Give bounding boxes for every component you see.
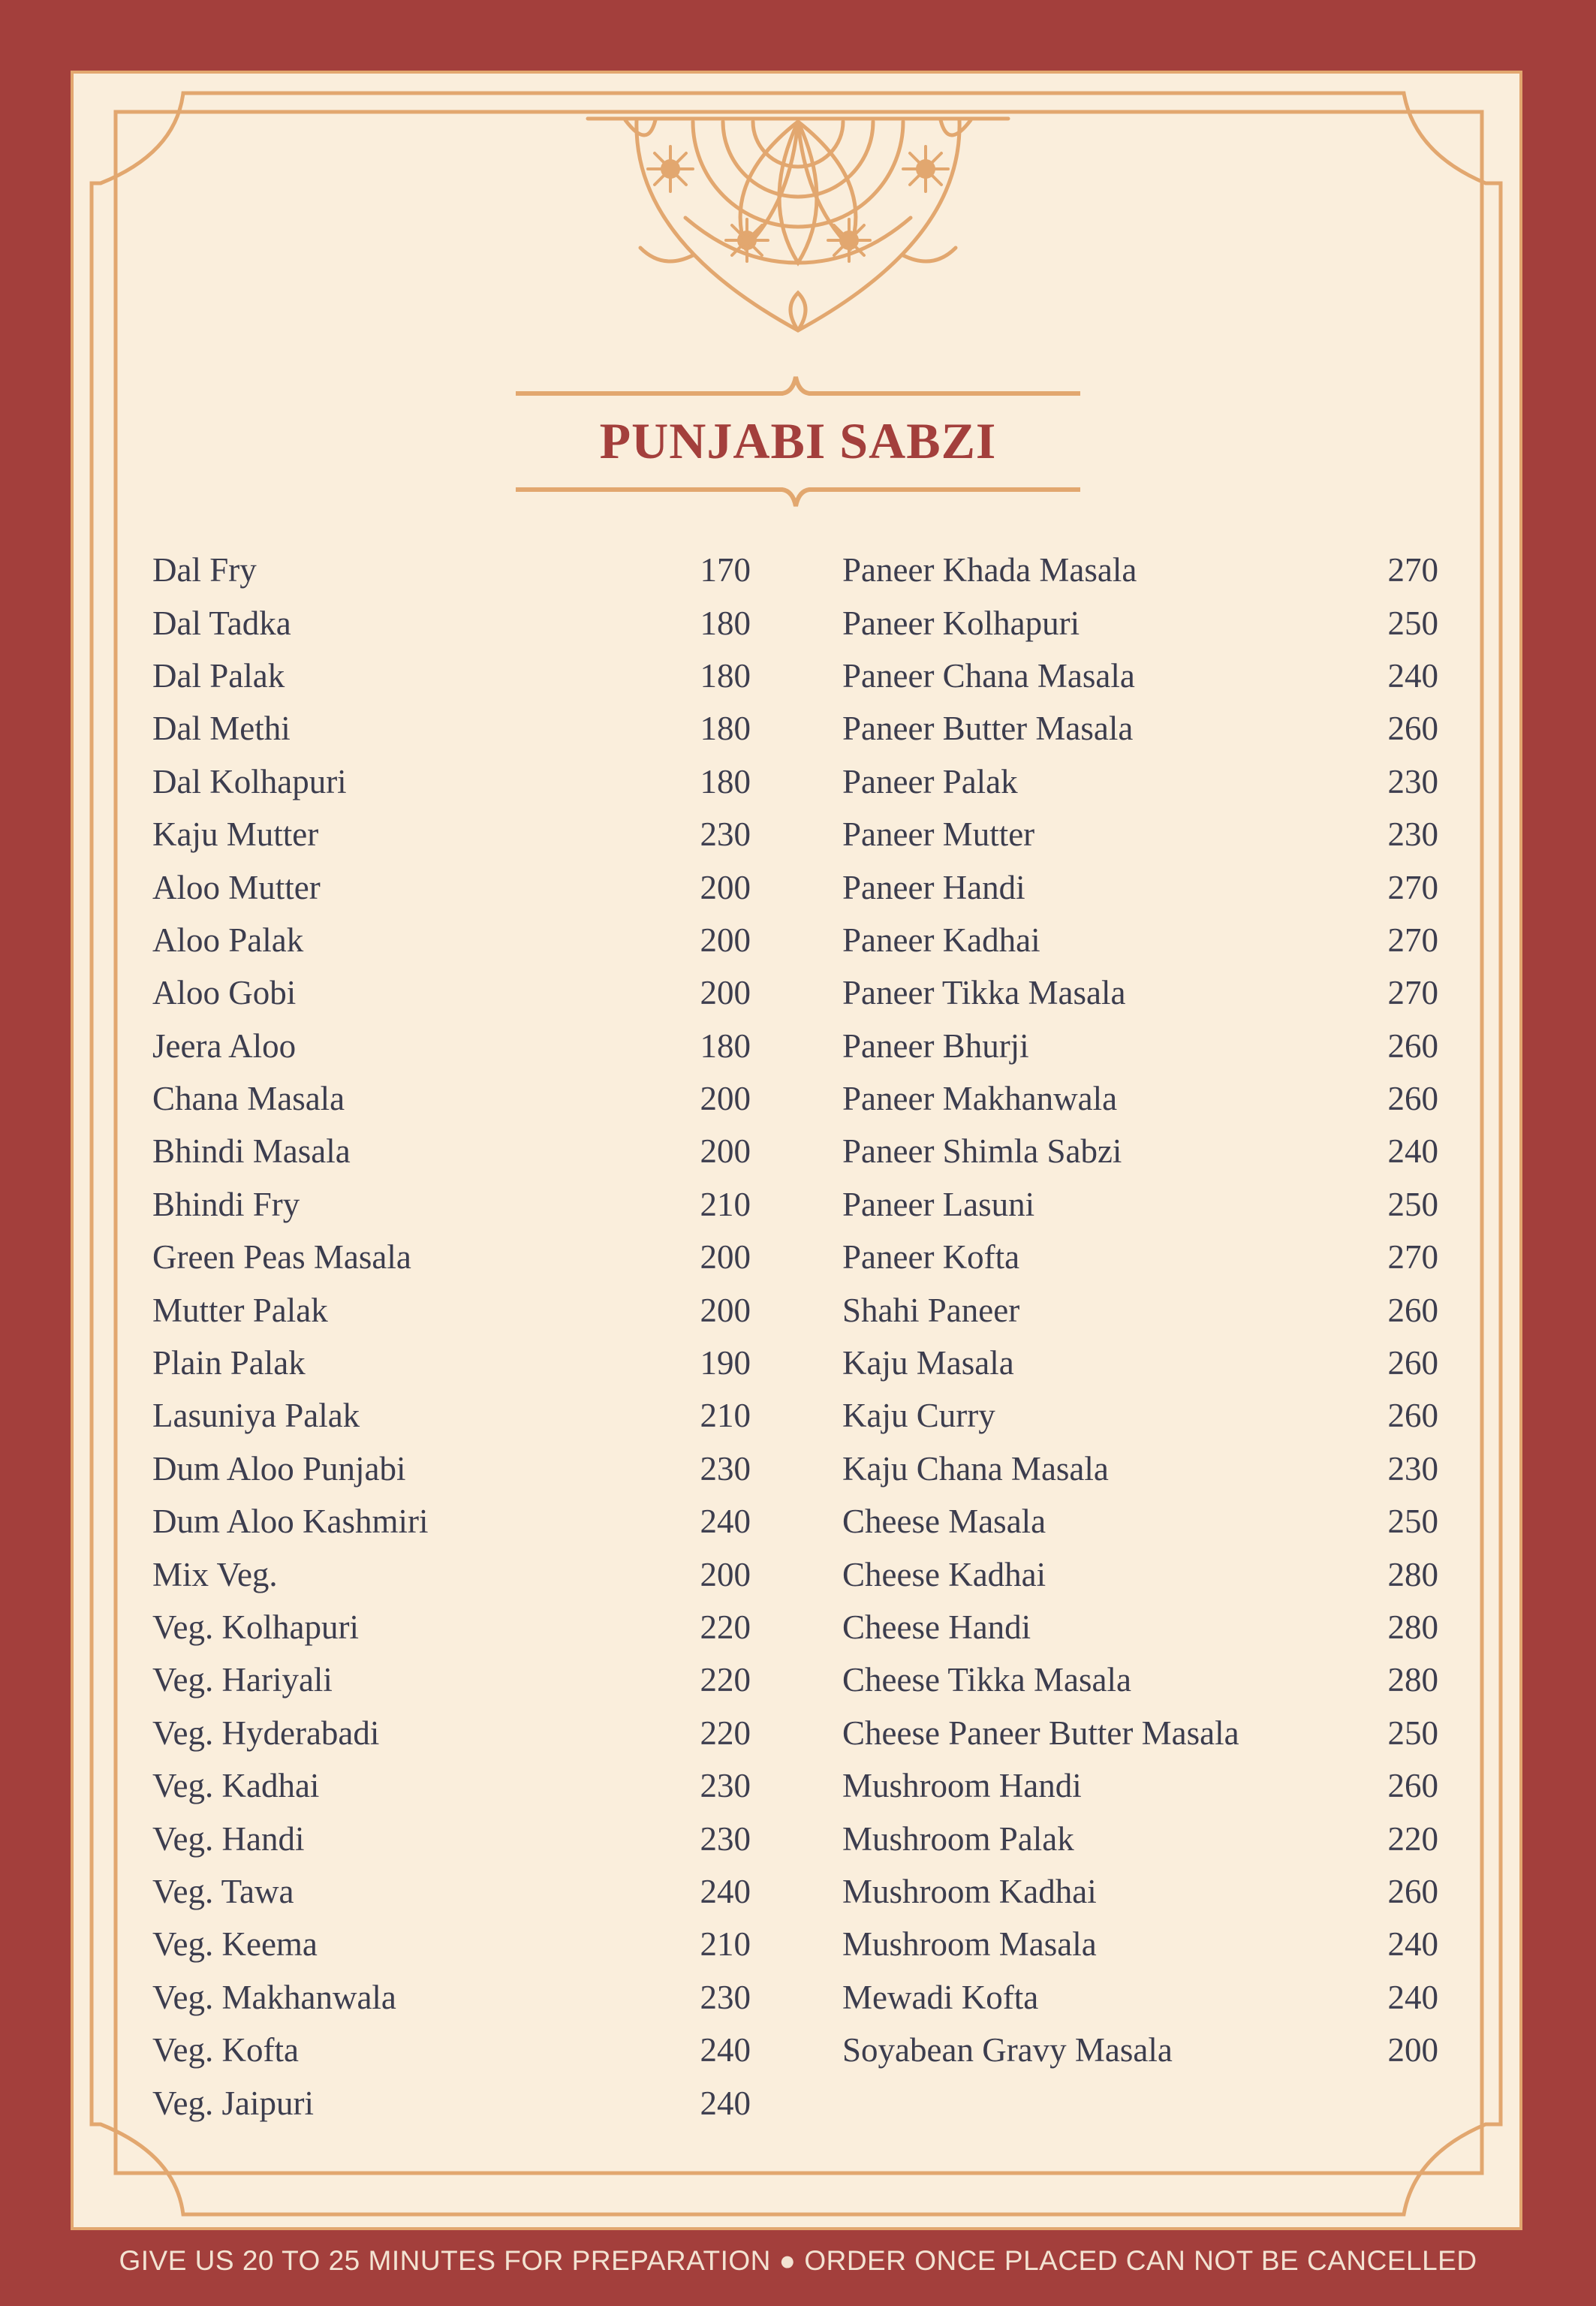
menu-item-name: Cheese Handi	[842, 1608, 1031, 1646]
menu-item-price: 260	[1387, 1397, 1438, 1435]
menu-item	[152, 1337, 751, 1389]
menu-item-price: 210	[700, 1397, 751, 1435]
menu-item-name: Mushroom Masala	[842, 1925, 1097, 1964]
menu-item-price: 270	[1387, 868, 1438, 906]
menu-item-name: Dal Kolhapuri	[152, 762, 347, 800]
menu-item-price: 280	[1387, 1661, 1438, 1699]
menu-item-name: Paneer Palak	[842, 762, 1018, 800]
menu-item-name: Dum Aloo Punjabi	[152, 1449, 406, 1488]
menu-item-name: Green Peas Masala	[152, 1238, 411, 1277]
menu-item-name: Bhindi Masala	[152, 1132, 351, 1171]
menu-item	[152, 702, 751, 755]
menu-item	[152, 914, 751, 966]
menu-item-name: Mix Veg.	[152, 1555, 278, 1593]
menu-item	[152, 1178, 751, 1231]
menu-item-price: 240	[700, 1503, 751, 1541]
menu-item-name: Paneer Mutter	[842, 815, 1035, 854]
menu-item	[842, 1653, 1438, 1706]
menu-item	[152, 1495, 751, 1548]
menu-item	[842, 1442, 1438, 1495]
menu-item-name: Veg. Kadhai	[152, 1767, 320, 1805]
menu-item-price: 220	[1387, 1819, 1438, 1858]
menu-item-price: 250	[1387, 1503, 1438, 1541]
menu-item	[152, 1601, 751, 1653]
menu-item-price: 180	[700, 762, 751, 800]
menu-item	[152, 1548, 751, 1600]
menu-item	[842, 1495, 1438, 1548]
menu-item-name: Mutter Palak	[152, 1291, 328, 1329]
menu-item-name: Paneer Kadhai	[842, 921, 1040, 959]
menu-item-price: 230	[1387, 762, 1438, 800]
menu-item-price: 180	[700, 710, 751, 748]
menu-item-name: Dum Aloo Kashmiri	[152, 1503, 429, 1541]
menu-item	[842, 1072, 1438, 1125]
menu-item	[842, 1707, 1438, 1759]
menu-item	[152, 1442, 751, 1495]
menu-item	[842, 1971, 1438, 2024]
menu-item-price: 170	[700, 551, 751, 589]
menu-item	[842, 2024, 1438, 2076]
menu-item	[152, 861, 751, 913]
menu-item-price: 220	[700, 1608, 751, 1646]
menu-item-name: Plain Palak	[152, 1344, 306, 1382]
menu-item-price: 260	[1387, 1344, 1438, 1382]
menu-item-name: Aloo Palak	[152, 921, 304, 959]
menu-column-left	[152, 544, 751, 2130]
menu-item	[152, 1918, 751, 1970]
menu-item-price: 180	[700, 604, 751, 642]
menu-item-price: 180	[700, 656, 751, 695]
menu-item	[152, 966, 751, 1019]
menu-item-price: 200	[1387, 2031, 1438, 2069]
menu-item-name: Soyabean Gravy Masala	[842, 2031, 1173, 2069]
menu-item-price: 230	[700, 815, 751, 854]
menu-item-price: 270	[1387, 974, 1438, 1012]
menu-item	[842, 1918, 1438, 1970]
menu-item-name: Mewadi Kofta	[842, 1978, 1039, 2016]
menu-item-name: Jeera Aloo	[152, 1026, 297, 1065]
menu-item-price: 250	[1387, 1185, 1438, 1223]
menu-item-name: Chana Masala	[152, 1080, 345, 1118]
menu-item-price: 270	[1387, 551, 1438, 589]
menu-item	[152, 1653, 751, 1706]
menu-item-price: 270	[1387, 921, 1438, 959]
menu-item-price: 200	[700, 1132, 751, 1171]
menu-item-price: 220	[700, 1714, 751, 1752]
menu-item-price: 200	[700, 1238, 751, 1277]
menu-item-price: 240	[1387, 1978, 1438, 2016]
menu-item	[152, 1283, 751, 1336]
menu-item	[842, 1337, 1438, 1389]
menu-item	[152, 650, 751, 702]
menu-item	[152, 596, 751, 649]
menu-item	[842, 1389, 1438, 1442]
menu-item-price: 230	[700, 1978, 751, 2016]
menu-item-name: Paneer Khada Masala	[842, 551, 1137, 589]
menu-item	[842, 1601, 1438, 1653]
menu-item-name: Veg. Jaipuri	[152, 2084, 314, 2122]
menu-item	[152, 1125, 751, 1177]
menu-item	[842, 1812, 1438, 1864]
menu-item-name: Dal Palak	[152, 656, 285, 695]
menu-item-price: 210	[700, 1925, 751, 1964]
menu-item-price: 280	[1387, 1555, 1438, 1593]
menu-item	[152, 544, 751, 596]
menu-item	[842, 702, 1438, 755]
menu-item-name: Dal Tadka	[152, 604, 291, 642]
menu-item-price: 230	[700, 1449, 751, 1488]
menu-item-price: 200	[700, 1555, 751, 1593]
menu-item-name: Bhindi Fry	[152, 1185, 300, 1223]
menu-item-name: Veg. Kofta	[152, 2031, 299, 2069]
menu-item-price: 260	[1387, 1767, 1438, 1805]
menu-item-price: 210	[700, 1185, 751, 1223]
menu-item-name: Veg. Hariyali	[152, 1661, 333, 1699]
menu-item-name: Veg. Makhanwala	[152, 1978, 396, 2016]
page-title: PUNJABI SABZI	[599, 412, 997, 469]
menu-item	[842, 1178, 1438, 1231]
menu-item-price: 240	[700, 2084, 751, 2122]
menu-item-price: 230	[700, 1767, 751, 1805]
menu-item-price: 240	[1387, 1925, 1438, 1964]
menu-item-price: 240	[1387, 656, 1438, 695]
menu-item-price: 240	[700, 2031, 751, 2069]
footer-note: GIVE US 20 TO 25 MINUTES FOR PREPARATION ● ORDER ONCE PLACED CAN NOT BE CANCELLED	[119, 2245, 1477, 2276]
menu-item	[842, 596, 1438, 649]
menu-item-name: Paneer Butter Masala	[842, 710, 1134, 748]
menu-item	[842, 1759, 1438, 1812]
menu-item-price: 250	[1387, 1714, 1438, 1752]
menu-item	[842, 650, 1438, 702]
mandala-ornament-icon	[573, 113, 1023, 338]
menu-item-price: 250	[1387, 604, 1438, 642]
menu-item-price: 230	[700, 1819, 751, 1858]
menu-item-name: Shahi Paneer	[842, 1291, 1020, 1329]
menu-item-name: Cheese Masala	[842, 1503, 1046, 1541]
menu-item-name: Veg. Kolhapuri	[152, 1608, 359, 1646]
menu-item-name: Veg. Keema	[152, 1925, 318, 1964]
menu-item-price: 200	[700, 868, 751, 906]
menu-item	[842, 1865, 1438, 1918]
menu-item-price: 200	[700, 1080, 751, 1118]
menu-item-name: Kaju Mutter	[152, 815, 319, 854]
menu-item-name: Mushroom Palak	[842, 1819, 1074, 1858]
menu-item	[152, 1389, 751, 1442]
menu-item-name: Veg. Handi	[152, 1819, 305, 1858]
menu-item-name: Cheese Tikka Masala	[842, 1661, 1131, 1699]
menu-item	[152, 2076, 751, 2129]
menu-item-price: 260	[1387, 1872, 1438, 1910]
menu-item-name: Kaju Masala	[842, 1344, 1014, 1382]
menu-item-price: 230	[1387, 1449, 1438, 1488]
menu-item	[152, 1020, 751, 1072]
menu-item-name: Dal Fry	[152, 551, 257, 589]
menu-item-price: 260	[1387, 710, 1438, 748]
menu-item	[152, 808, 751, 861]
menu-item	[842, 861, 1438, 913]
menu-item-name: Mushroom Kadhai	[842, 1872, 1097, 1910]
menu-item	[152, 1971, 751, 2024]
menu-item-name: Paneer Tikka Masala	[842, 974, 1126, 1012]
menu-item-price: 240	[700, 1872, 751, 1910]
menu-item-price: 190	[700, 1344, 751, 1382]
menu-item	[842, 544, 1438, 596]
menu-item-name: Veg. Tawa	[152, 1872, 294, 1910]
menu-item-name: Dal Methi	[152, 710, 291, 748]
menu-item-name: Kaju Chana Masala	[842, 1449, 1109, 1488]
menu-item	[842, 914, 1438, 966]
menu-item	[152, 1072, 751, 1125]
menu-item	[842, 1231, 1438, 1283]
menu-item-name: Paneer Kolhapuri	[842, 604, 1080, 642]
menu-item	[842, 1283, 1438, 1336]
menu-item-name: Paneer Shimla Sabzi	[842, 1132, 1122, 1171]
menu-item-name: Paneer Kofta	[842, 1238, 1020, 1277]
menu-item-name: Cheese Paneer Butter Masala	[842, 1714, 1239, 1752]
menu-item	[842, 1548, 1438, 1600]
menu-column-right	[842, 544, 1438, 2076]
menu-item-name: Aloo Mutter	[152, 868, 321, 906]
menu-item-price: 200	[700, 921, 751, 959]
menu-item	[842, 808, 1438, 861]
menu-item-name: Aloo Gobi	[152, 974, 297, 1012]
menu-item-name: Paneer Chana Masala	[842, 656, 1135, 695]
menu-item-price: 260	[1387, 1026, 1438, 1065]
menu-item	[842, 755, 1438, 808]
menu-item	[152, 1865, 751, 1918]
menu-item-name: Mushroom Handi	[842, 1767, 1082, 1805]
menu-item	[152, 1812, 751, 1864]
menu-item-price: 200	[700, 1291, 751, 1329]
menu-item-name: Paneer Handi	[842, 868, 1025, 906]
menu-item	[152, 1759, 751, 1812]
menu-item-name: Veg. Hyderabadi	[152, 1714, 380, 1752]
menu-item	[152, 1231, 751, 1283]
menu-item-price: 260	[1387, 1291, 1438, 1329]
menu-item-price: 270	[1387, 1238, 1438, 1277]
menu-item-name: Lasuniya Palak	[152, 1397, 360, 1435]
menu-item-price: 230	[1387, 815, 1438, 854]
menu-item	[152, 2024, 751, 2076]
menu-item-price: 280	[1387, 1608, 1438, 1646]
menu-item-name: Cheese Kadhai	[842, 1555, 1046, 1593]
menu-item-name: Paneer Bhurji	[842, 1026, 1029, 1065]
menu-item-price: 180	[700, 1026, 751, 1065]
menu-item-price: 220	[700, 1661, 751, 1699]
menu-item	[152, 1707, 751, 1759]
menu-item-price: 200	[700, 974, 751, 1012]
menu-item	[842, 966, 1438, 1019]
menu-item-price: 240	[1387, 1132, 1438, 1171]
menu-item-price: 260	[1387, 1080, 1438, 1118]
menu-item-name: Paneer Lasuni	[842, 1185, 1035, 1223]
menu-item-name: Kaju Curry	[842, 1397, 995, 1435]
menu-item	[842, 1125, 1438, 1177]
menu-item	[152, 755, 751, 808]
menu-item	[842, 1020, 1438, 1072]
menu-item-name: Paneer Makhanwala	[842, 1080, 1118, 1118]
